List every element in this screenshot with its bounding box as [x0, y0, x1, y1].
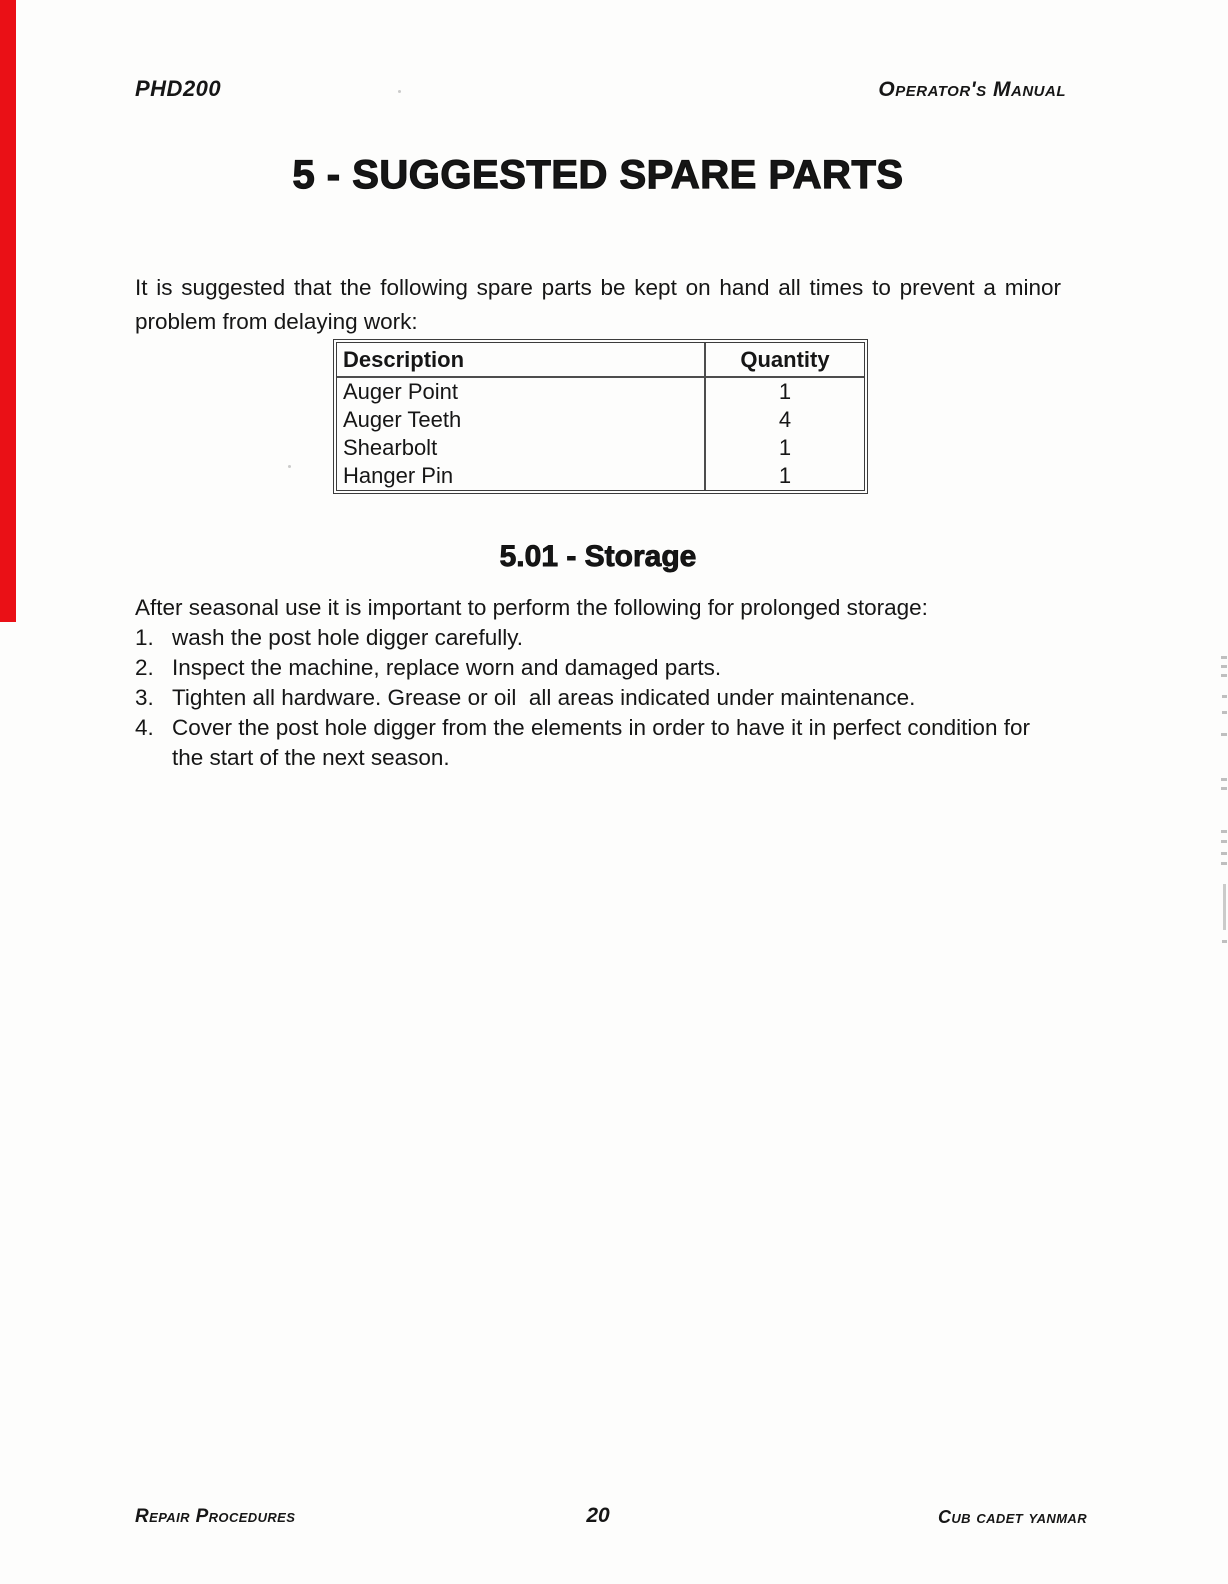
cell-description: Shearbolt	[337, 434, 706, 462]
scan-artifact	[1221, 840, 1227, 843]
footer-section-name: Repair Procedures	[135, 1506, 296, 1527]
header-model-number: PHD200	[135, 76, 222, 101]
storage-step: Inspect the machine, replace worn and damaged parts.	[172, 655, 722, 680]
column-header-description: Description	[337, 343, 706, 376]
table-row	[337, 462, 864, 490]
footer-brand: Cub cadet yanmar	[937, 1507, 1087, 1527]
cell-quantity: 1	[778, 435, 792, 460]
scan-artifact	[1221, 674, 1227, 677]
scan-artifact	[1221, 656, 1227, 659]
scan-speck	[398, 90, 401, 93]
scan-artifact	[1221, 852, 1227, 855]
scan-artifact	[1223, 884, 1226, 930]
footer-page-number: 20	[586, 1504, 610, 1527]
header-manual-title: Operator's Manual	[878, 78, 1066, 101]
column-header-quantity: Quantity	[740, 346, 830, 372]
storage-step: Tighten all hardware. Grease or oil all areas indicated under maintenance.	[172, 685, 916, 710]
chapter-title: 5 - SUGGESTED SPARE PARTS	[292, 153, 904, 197]
cell-description: Auger Teeth	[337, 406, 706, 434]
storage-section-heading: 5.01 - Storage	[499, 540, 697, 573]
scan-artifact	[1221, 778, 1227, 781]
scan-artifact	[1221, 665, 1227, 668]
table-header-row	[337, 343, 864, 378]
intro-paragraph: It is suggested that the following spare parts be kept on hand all times to prevent a minor problem from delaying work:	[135, 274, 1061, 334]
cell-description: Hanger Pin	[337, 462, 706, 490]
cell-quantity: 1	[778, 379, 792, 404]
storage-intro: After seasonal use it is important to perform the following for prolonged storage:	[135, 595, 928, 620]
storage-step: Cover the post hole digger from the elements in order to have it in perfect condition for the start of the next season.	[172, 715, 1037, 770]
table-row	[337, 406, 864, 434]
scan-artifact	[1221, 862, 1227, 865]
table-row	[337, 378, 864, 406]
cell-description: Auger Point	[337, 378, 706, 406]
storage-steps-list	[135, 623, 1065, 773]
scan-edge-red-bar	[0, 0, 16, 622]
cell-quantity: 1	[778, 463, 792, 488]
scan-artifact	[1222, 695, 1227, 698]
scan-artifact	[1221, 733, 1227, 736]
table-row	[337, 434, 864, 462]
storage-section-body	[135, 593, 1065, 773]
scan-artifact	[1221, 787, 1227, 790]
scan-speck	[288, 465, 291, 468]
cell-quantity: 4	[778, 407, 792, 432]
scan-artifact	[1222, 940, 1227, 943]
storage-step: wash the post hole digger carefully.	[172, 625, 524, 650]
spare-parts-table	[333, 339, 868, 494]
scan-artifact	[1222, 711, 1227, 714]
scan-artifact	[1221, 830, 1227, 833]
